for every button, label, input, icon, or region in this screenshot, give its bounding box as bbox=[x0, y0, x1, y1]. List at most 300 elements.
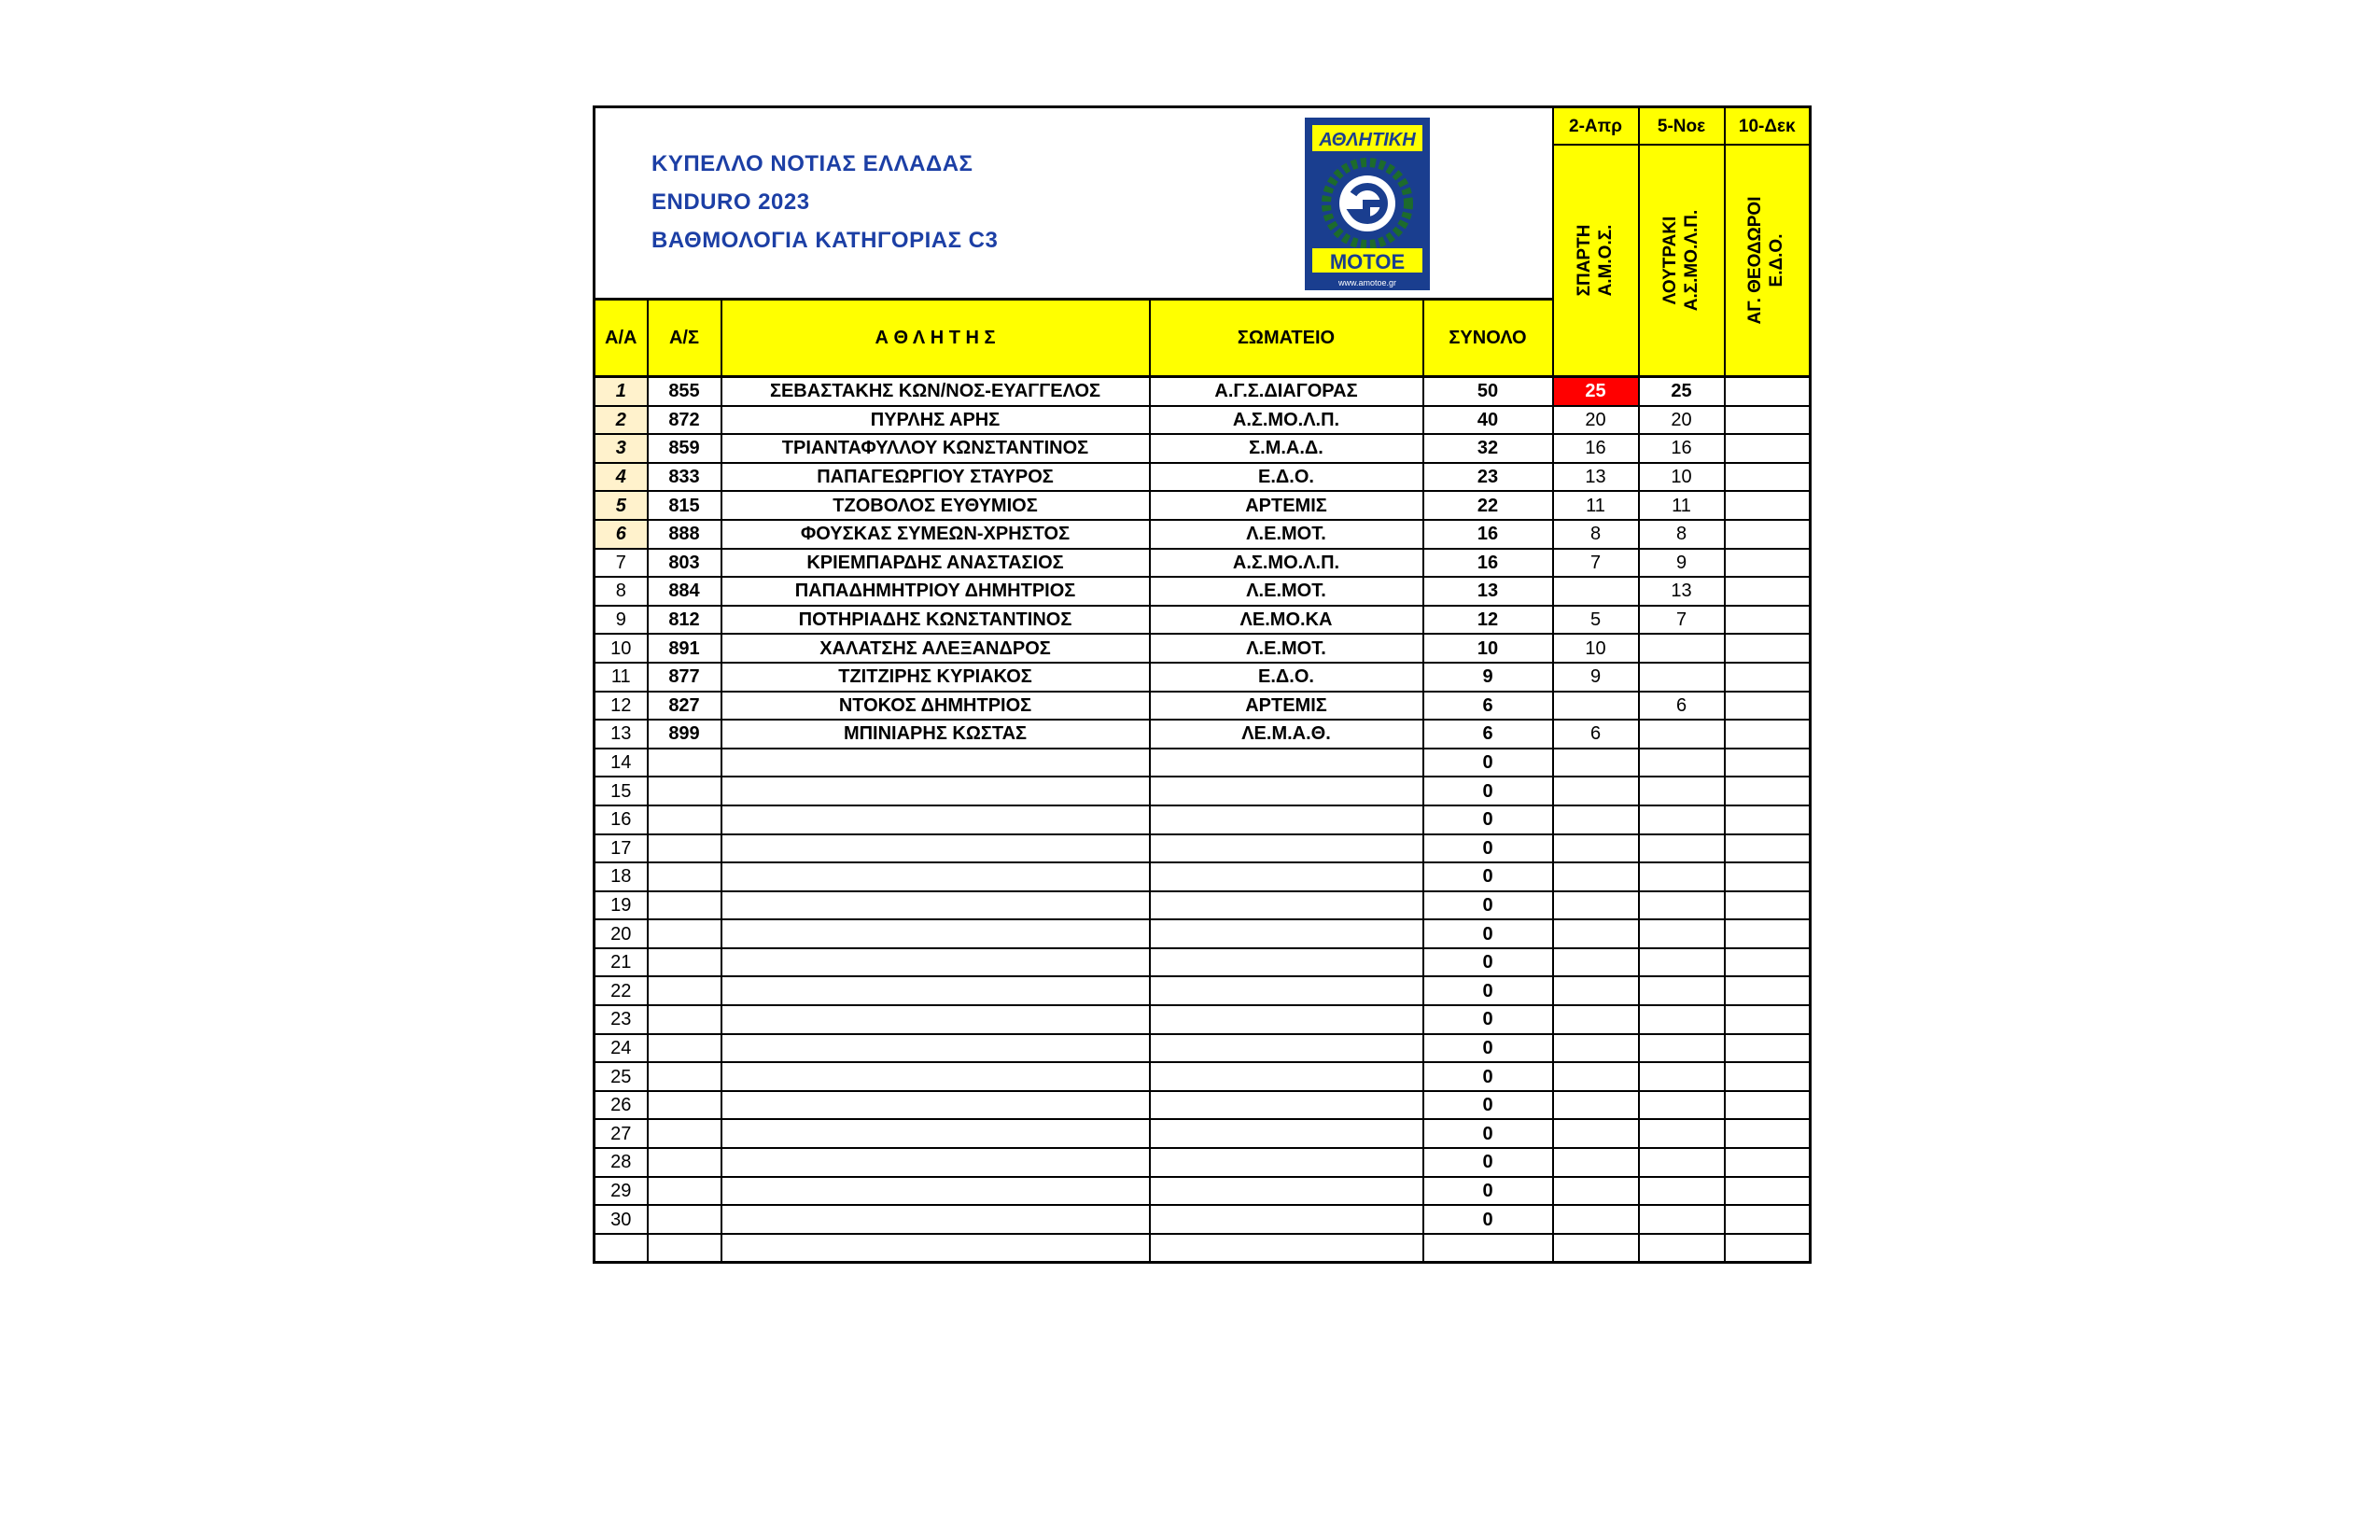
row-number bbox=[648, 862, 721, 891]
row-total: 0 bbox=[1423, 777, 1553, 805]
row-points-event-3 bbox=[1725, 862, 1811, 891]
row-position: 14 bbox=[595, 749, 648, 777]
title-block bbox=[595, 107, 1553, 300]
table-row bbox=[595, 777, 1811, 805]
row-total: 13 bbox=[1423, 577, 1553, 606]
row-club bbox=[1150, 1091, 1423, 1120]
row-total: 40 bbox=[1423, 406, 1553, 435]
row-points-event-3 bbox=[1725, 948, 1811, 977]
row-club: ΛΕ.Μ.Α.Θ. bbox=[1150, 720, 1423, 749]
row-total: 0 bbox=[1423, 919, 1553, 948]
row-position: 24 bbox=[595, 1034, 648, 1063]
row-points-event-2: 7 bbox=[1639, 606, 1725, 635]
row-position: 18 bbox=[595, 862, 648, 891]
row-position: 9 bbox=[595, 606, 648, 635]
row-athlete: ΠΟΤΗΡΙΑΔΗΣ ΚΩΝΣΤΑΝΤΙΝΟΣ bbox=[721, 606, 1150, 635]
row-athlete bbox=[721, 1234, 1150, 1263]
row-points-event-1 bbox=[1553, 1034, 1639, 1063]
row-total: 0 bbox=[1423, 1205, 1553, 1234]
row-points-event-3 bbox=[1725, 1148, 1811, 1177]
row-club: Α.Σ.ΜΟ.Λ.Π. bbox=[1150, 549, 1423, 578]
row-points-event-1 bbox=[1553, 834, 1639, 863]
row-club bbox=[1150, 862, 1423, 891]
row-number: 855 bbox=[648, 377, 721, 406]
row-position: 23 bbox=[595, 1005, 648, 1034]
row-total: 0 bbox=[1423, 1148, 1553, 1177]
row-points-event-3 bbox=[1725, 577, 1811, 606]
title-line-1: ΚΥΠΕΛΛΟ ΝΟΤΙΑΣ ΕΛΛΑΔΑΣ bbox=[651, 151, 973, 176]
row-points-event-2 bbox=[1639, 862, 1725, 891]
row-total: 12 bbox=[1423, 606, 1553, 635]
event-3-club: Ε.Δ.Ο. bbox=[1767, 233, 1787, 287]
table-row bbox=[595, 749, 1811, 777]
event-1-header bbox=[1553, 145, 1639, 377]
table-row bbox=[595, 919, 1811, 948]
row-points-event-1 bbox=[1553, 805, 1639, 834]
table-row bbox=[595, 976, 1811, 1005]
row-athlete: ΦΟΥΣΚΑΣ ΣΥΜΕΩΝ-ΧΡΗΣΤΟΣ bbox=[721, 520, 1150, 549]
row-club bbox=[1150, 1177, 1423, 1206]
row-points-event-1: 9 bbox=[1553, 663, 1639, 692]
row-club bbox=[1150, 1148, 1423, 1177]
table-row bbox=[595, 1177, 1811, 1206]
row-athlete: ΣΕΒΑΣΤΑΚΗΣ ΚΩΝ/ΝΟΣ-ΕΥΑΓΓΕΛΟΣ bbox=[721, 377, 1150, 406]
row-points-event-2 bbox=[1639, 948, 1725, 977]
row-number bbox=[648, 1177, 721, 1206]
table-row bbox=[595, 549, 1811, 578]
row-points-event-3 bbox=[1725, 805, 1811, 834]
row-club: Λ.Ε.ΜΟΤ. bbox=[1150, 520, 1423, 549]
row-points-event-2 bbox=[1639, 891, 1725, 920]
row-points-event-1 bbox=[1553, 1119, 1639, 1148]
row-number: 884 bbox=[648, 577, 721, 606]
row-total: 16 bbox=[1423, 549, 1553, 578]
row-athlete bbox=[721, 948, 1150, 977]
row-club bbox=[1150, 919, 1423, 948]
row-points-event-1 bbox=[1553, 749, 1639, 777]
row-points-event-2 bbox=[1639, 805, 1725, 834]
event-2-place: ΛΟΥΤΡΑΚΙ bbox=[1659, 216, 1680, 305]
table-row bbox=[595, 1119, 1811, 1148]
row-points-event-2: 11 bbox=[1639, 491, 1725, 520]
table-row bbox=[595, 1205, 1811, 1234]
row-position: 10 bbox=[595, 634, 648, 663]
row-position: 30 bbox=[595, 1205, 648, 1234]
row-points-event-1: 8 bbox=[1553, 520, 1639, 549]
row-club bbox=[1150, 1005, 1423, 1034]
row-total: 9 bbox=[1423, 663, 1553, 692]
row-athlete: ΤΖΙΤΖΙΡΗΣ ΚΥΡΙΑΚΟΣ bbox=[721, 663, 1150, 692]
row-athlete: ΠΑΠΑΓΕΩΡΓΙΟΥ ΣΤΑΥΡΟΣ bbox=[721, 463, 1150, 492]
event-2-header bbox=[1639, 145, 1725, 377]
row-points-event-2: 9 bbox=[1639, 549, 1725, 578]
table-row bbox=[595, 577, 1811, 606]
row-athlete bbox=[721, 862, 1150, 891]
row-total: 0 bbox=[1423, 1005, 1553, 1034]
row-position: 7 bbox=[595, 549, 648, 578]
event-date-2: 5-Νοε bbox=[1639, 107, 1725, 146]
event-date-1: 2-Απρ bbox=[1553, 107, 1639, 146]
row-total: 0 bbox=[1423, 891, 1553, 920]
table-row bbox=[595, 891, 1811, 920]
row-club: Ε.Δ.Ο. bbox=[1150, 663, 1423, 692]
table-row bbox=[595, 520, 1811, 549]
row-athlete bbox=[721, 1005, 1150, 1034]
row-points-event-2: 25 bbox=[1639, 377, 1725, 406]
row-position: 21 bbox=[595, 948, 648, 977]
event-2-club: Α.Σ.ΜΟ.Λ.Π. bbox=[1681, 209, 1701, 312]
row-points-event-1: 13 bbox=[1553, 463, 1639, 492]
row-points-event-2: 8 bbox=[1639, 520, 1725, 549]
row-points-event-1 bbox=[1553, 948, 1639, 977]
row-club bbox=[1150, 891, 1423, 920]
event-3-header bbox=[1725, 145, 1811, 377]
row-total: 0 bbox=[1423, 948, 1553, 977]
col-header-pos: Α/Α bbox=[595, 300, 648, 377]
row-points-event-3 bbox=[1725, 1034, 1811, 1063]
row-number: 899 bbox=[648, 720, 721, 749]
row-points-event-2 bbox=[1639, 834, 1725, 863]
row-points-event-2: 10 bbox=[1639, 463, 1725, 492]
row-points-event-1 bbox=[1553, 862, 1639, 891]
row-club: ΛΕ.ΜΟ.ΚΑ bbox=[1150, 606, 1423, 635]
row-club bbox=[1150, 1034, 1423, 1063]
row-club: ΑΡΤΕΜΙΣ bbox=[1150, 491, 1423, 520]
row-number bbox=[648, 805, 721, 834]
row-points-event-3 bbox=[1725, 976, 1811, 1005]
row-athlete bbox=[721, 1034, 1150, 1063]
row-club bbox=[1150, 777, 1423, 805]
row-total: 0 bbox=[1423, 1062, 1553, 1091]
row-club: Σ.Μ.Α.Δ. bbox=[1150, 434, 1423, 463]
row-total: 22 bbox=[1423, 491, 1553, 520]
row-athlete: ΤΖΟΒΟΛΟΣ ΕΥΘΥΜΙΟΣ bbox=[721, 491, 1150, 520]
row-total bbox=[1423, 1234, 1553, 1263]
event-1-club: Α.Μ.Ο.Σ. bbox=[1595, 224, 1616, 297]
row-points-event-3 bbox=[1725, 434, 1811, 463]
row-position: 22 bbox=[595, 976, 648, 1005]
row-points-event-2 bbox=[1639, 976, 1725, 1005]
event-1-place: ΣΠΑΡΤΗ bbox=[1574, 224, 1594, 297]
row-number: 815 bbox=[648, 491, 721, 520]
row-points-event-2 bbox=[1639, 1205, 1725, 1234]
row-number: 872 bbox=[648, 406, 721, 435]
row-points-event-3 bbox=[1725, 1005, 1811, 1034]
col-header-club: ΣΩΜΑΤΕΙΟ bbox=[1150, 300, 1423, 377]
table-row bbox=[595, 406, 1811, 435]
row-position: 20 bbox=[595, 919, 648, 948]
row-total: 0 bbox=[1423, 1177, 1553, 1206]
row-position: 1 bbox=[595, 377, 648, 406]
row-points-event-2 bbox=[1639, 634, 1725, 663]
row-total: 32 bbox=[1423, 434, 1553, 463]
row-number: 812 bbox=[648, 606, 721, 635]
row-club: Α.Γ.Σ.ΔΙΑΓΟΡΑΣ bbox=[1150, 377, 1423, 406]
row-points-event-3 bbox=[1725, 1062, 1811, 1091]
row-points-event-2: 13 bbox=[1639, 577, 1725, 606]
row-total: 0 bbox=[1423, 976, 1553, 1005]
col-header-num: Α/Σ bbox=[648, 300, 721, 377]
row-total: 50 bbox=[1423, 377, 1553, 406]
row-athlete: ΚΡΙΕΜΠΑΡΔΗΣ ΑΝΑΣΤΑΣΙΟΣ bbox=[721, 549, 1150, 578]
row-position: 19 bbox=[595, 891, 648, 920]
row-total: 6 bbox=[1423, 720, 1553, 749]
table-row bbox=[595, 948, 1811, 977]
row-position: 26 bbox=[595, 1091, 648, 1120]
table-row bbox=[595, 434, 1811, 463]
row-number bbox=[648, 1119, 721, 1148]
row-points-event-3 bbox=[1725, 749, 1811, 777]
row-points-event-2: 16 bbox=[1639, 434, 1725, 463]
row-number bbox=[648, 1034, 721, 1063]
row-athlete: ΤΡΙΑΝΤΑΦΥΛΛΟΥ ΚΩΝΣΤΑΝΤΙΝΟΣ bbox=[721, 434, 1150, 463]
row-club bbox=[1150, 805, 1423, 834]
row-number bbox=[648, 891, 721, 920]
row-points-event-2 bbox=[1639, 919, 1725, 948]
row-points-event-3 bbox=[1725, 720, 1811, 749]
row-points-event-1: 10 bbox=[1553, 634, 1639, 663]
row-number bbox=[648, 976, 721, 1005]
row-position: 8 bbox=[595, 577, 648, 606]
row-points-event-1 bbox=[1553, 1177, 1639, 1206]
row-points-event-1 bbox=[1553, 1234, 1639, 1263]
row-number bbox=[648, 1205, 721, 1234]
row-points-event-2 bbox=[1639, 1062, 1725, 1091]
row-points-event-2 bbox=[1639, 663, 1725, 692]
row-position: 13 bbox=[595, 720, 648, 749]
row-points-event-2: 6 bbox=[1639, 692, 1725, 721]
title-line-3: ΒΑΘΜΟΛΟΓΙΑ ΚΑΤΗΓΟΡΙΑΣ C3 bbox=[651, 228, 999, 253]
row-club: Λ.Ε.ΜΟΤ. bbox=[1150, 577, 1423, 606]
col-header-total: ΣΥΝΟΛΟ bbox=[1423, 300, 1553, 377]
row-points-event-3 bbox=[1725, 1234, 1811, 1263]
row-position: 16 bbox=[595, 805, 648, 834]
row-points-event-3 bbox=[1725, 520, 1811, 549]
row-points-event-1: 6 bbox=[1553, 720, 1639, 749]
row-position: 29 bbox=[595, 1177, 648, 1206]
row-position: 15 bbox=[595, 777, 648, 805]
row-points-event-2 bbox=[1639, 749, 1725, 777]
row-number: 888 bbox=[648, 520, 721, 549]
event-3-place: ΑΓ. ΘΕΟΔΩΡΟΙ bbox=[1745, 196, 1766, 325]
row-club bbox=[1150, 1119, 1423, 1148]
row-points-event-1 bbox=[1553, 1005, 1639, 1034]
row-points-event-1: 20 bbox=[1553, 406, 1639, 435]
row-total: 0 bbox=[1423, 1091, 1553, 1120]
title-line-2: ENDURO 2023 bbox=[651, 189, 810, 215]
row-points-event-3 bbox=[1725, 377, 1811, 406]
row-number bbox=[648, 1148, 721, 1177]
col-header-athlete: Α Θ Λ Η Τ Η Σ bbox=[721, 300, 1150, 377]
row-points-event-3 bbox=[1725, 1205, 1811, 1234]
table-row bbox=[595, 1005, 1811, 1034]
row-club: Ε.Δ.Ο. bbox=[1150, 463, 1423, 492]
row-position: 11 bbox=[595, 663, 648, 692]
row-points-event-2: 20 bbox=[1639, 406, 1725, 435]
row-athlete bbox=[721, 1119, 1150, 1148]
row-points-event-3 bbox=[1725, 692, 1811, 721]
row-athlete: ΠΑΠΑΔΗΜΗΤΡΙΟΥ ΔΗΜΗΤΡΙΟΣ bbox=[721, 577, 1150, 606]
row-total: 23 bbox=[1423, 463, 1553, 492]
row-athlete: ΠΥΡΛΗΣ ΑΡΗΣ bbox=[721, 406, 1150, 435]
row-number: 877 bbox=[648, 663, 721, 692]
row-points-event-1: 11 bbox=[1553, 491, 1639, 520]
row-position bbox=[595, 1234, 648, 1263]
row-points-event-3 bbox=[1725, 1091, 1811, 1120]
row-points-event-3 bbox=[1725, 891, 1811, 920]
table-row bbox=[595, 463, 1811, 492]
row-points-event-2 bbox=[1639, 1034, 1725, 1063]
row-athlete bbox=[721, 1148, 1150, 1177]
row-total: 0 bbox=[1423, 862, 1553, 891]
row-position: 28 bbox=[595, 1148, 648, 1177]
table-row bbox=[595, 805, 1811, 834]
row-points-event-3 bbox=[1725, 1177, 1811, 1206]
row-position: 3 bbox=[595, 434, 648, 463]
table-row bbox=[595, 634, 1811, 663]
row-club: ΑΡΤΕΜΙΣ bbox=[1150, 692, 1423, 721]
row-athlete bbox=[721, 749, 1150, 777]
row-athlete: ΝΤΟΚΟΣ ΔΗΜΗΤΡΙΟΣ bbox=[721, 692, 1150, 721]
row-points-event-2 bbox=[1639, 1091, 1725, 1120]
row-athlete: ΧΑΛΑΤΣΗΣ ΑΛΕΞΑΝΔΡΟΣ bbox=[721, 634, 1150, 663]
row-points-event-3 bbox=[1725, 406, 1811, 435]
row-total: 0 bbox=[1423, 749, 1553, 777]
row-points-event-2 bbox=[1639, 1005, 1725, 1034]
row-number: 859 bbox=[648, 434, 721, 463]
row-total: 0 bbox=[1423, 805, 1553, 834]
row-points-event-1 bbox=[1553, 777, 1639, 805]
row-position: 5 bbox=[595, 491, 648, 520]
row-points-event-1 bbox=[1553, 577, 1639, 606]
row-position: 6 bbox=[595, 520, 648, 549]
row-points-event-1 bbox=[1553, 1148, 1639, 1177]
table-row bbox=[595, 1034, 1811, 1063]
row-club bbox=[1150, 1062, 1423, 1091]
row-points-event-1 bbox=[1553, 1062, 1639, 1091]
row-club: Α.Σ.ΜΟ.Λ.Π. bbox=[1150, 406, 1423, 435]
row-athlete bbox=[721, 1091, 1150, 1120]
row-points-event-1: 7 bbox=[1553, 549, 1639, 578]
row-position: 2 bbox=[595, 406, 648, 435]
row-position: 12 bbox=[595, 692, 648, 721]
event-date-3: 10-Δεκ bbox=[1725, 107, 1811, 146]
row-athlete bbox=[721, 777, 1150, 805]
table-row bbox=[595, 663, 1811, 692]
row-number: 833 bbox=[648, 463, 721, 492]
row-points-event-1 bbox=[1553, 1091, 1639, 1120]
row-points-event-3 bbox=[1725, 919, 1811, 948]
row-number bbox=[648, 834, 721, 863]
row-athlete bbox=[721, 1177, 1150, 1206]
row-club bbox=[1150, 1205, 1423, 1234]
row-club: Λ.Ε.ΜΟΤ. bbox=[1150, 634, 1423, 663]
row-points-event-2 bbox=[1639, 1148, 1725, 1177]
row-athlete: ΜΠΙΝΙΑΡΗΣ ΚΩΣΤΑΣ bbox=[721, 720, 1150, 749]
row-points-event-1: 5 bbox=[1553, 606, 1639, 635]
row-points-event-3 bbox=[1725, 549, 1811, 578]
logo-bottom-text: ΜΟΤΟΕ bbox=[1329, 250, 1406, 273]
row-club bbox=[1150, 749, 1423, 777]
row-number bbox=[648, 1234, 721, 1263]
row-points-event-1: 25 bbox=[1553, 377, 1639, 406]
athlitiki-motoe-logo bbox=[1305, 118, 1430, 290]
row-points-event-3 bbox=[1725, 491, 1811, 520]
row-total: 0 bbox=[1423, 1119, 1553, 1148]
row-points-event-3 bbox=[1725, 777, 1811, 805]
row-points-event-1: 16 bbox=[1553, 434, 1639, 463]
row-number: 891 bbox=[648, 634, 721, 663]
row-number bbox=[648, 1005, 721, 1034]
row-position: 17 bbox=[595, 834, 648, 863]
row-points-event-1 bbox=[1553, 919, 1639, 948]
row-points-event-3 bbox=[1725, 606, 1811, 635]
row-athlete bbox=[721, 1062, 1150, 1091]
row-athlete bbox=[721, 1205, 1150, 1234]
row-number bbox=[648, 777, 721, 805]
row-points-event-2 bbox=[1639, 1234, 1725, 1263]
table-row bbox=[595, 606, 1811, 635]
row-points-event-3 bbox=[1725, 663, 1811, 692]
row-points-event-3 bbox=[1725, 634, 1811, 663]
row-total: 10 bbox=[1423, 634, 1553, 663]
table-row bbox=[595, 720, 1811, 749]
row-athlete bbox=[721, 976, 1150, 1005]
row-points-event-3 bbox=[1725, 834, 1811, 863]
row-points-event-2 bbox=[1639, 777, 1725, 805]
row-position: 4 bbox=[595, 463, 648, 492]
row-position: 27 bbox=[595, 1119, 648, 1148]
row-athlete bbox=[721, 891, 1150, 920]
row-club bbox=[1150, 1234, 1423, 1263]
row-points-event-1 bbox=[1553, 1205, 1639, 1234]
table-row bbox=[595, 1062, 1811, 1091]
row-points-event-2 bbox=[1639, 1119, 1725, 1148]
row-number bbox=[648, 1062, 721, 1091]
row-athlete bbox=[721, 919, 1150, 948]
row-number bbox=[648, 749, 721, 777]
logo-url-text: www.amotoe.gr bbox=[1337, 278, 1397, 287]
row-club bbox=[1150, 834, 1423, 863]
row-points-event-1 bbox=[1553, 891, 1639, 920]
row-number: 803 bbox=[648, 549, 721, 578]
row-total: 16 bbox=[1423, 520, 1553, 549]
row-number bbox=[648, 919, 721, 948]
row-club bbox=[1150, 948, 1423, 977]
row-total: 0 bbox=[1423, 834, 1553, 863]
table-row bbox=[595, 692, 1811, 721]
row-total: 6 bbox=[1423, 692, 1553, 721]
standings-table bbox=[593, 105, 1812, 1264]
table-row bbox=[595, 1091, 1811, 1120]
row-points-event-2 bbox=[1639, 720, 1725, 749]
table-row bbox=[595, 1148, 1811, 1177]
table-row bbox=[595, 834, 1811, 863]
row-number: 827 bbox=[648, 692, 721, 721]
table-row bbox=[595, 377, 1811, 406]
row-points-event-3 bbox=[1725, 1119, 1811, 1148]
table-row bbox=[595, 1234, 1811, 1263]
row-points-event-1 bbox=[1553, 692, 1639, 721]
row-total: 0 bbox=[1423, 1034, 1553, 1063]
table-row bbox=[595, 491, 1811, 520]
row-athlete bbox=[721, 805, 1150, 834]
row-number bbox=[648, 948, 721, 977]
row-club bbox=[1150, 976, 1423, 1005]
row-number bbox=[648, 1091, 721, 1120]
standings-sheet bbox=[593, 105, 1812, 1264]
table-row bbox=[595, 862, 1811, 891]
